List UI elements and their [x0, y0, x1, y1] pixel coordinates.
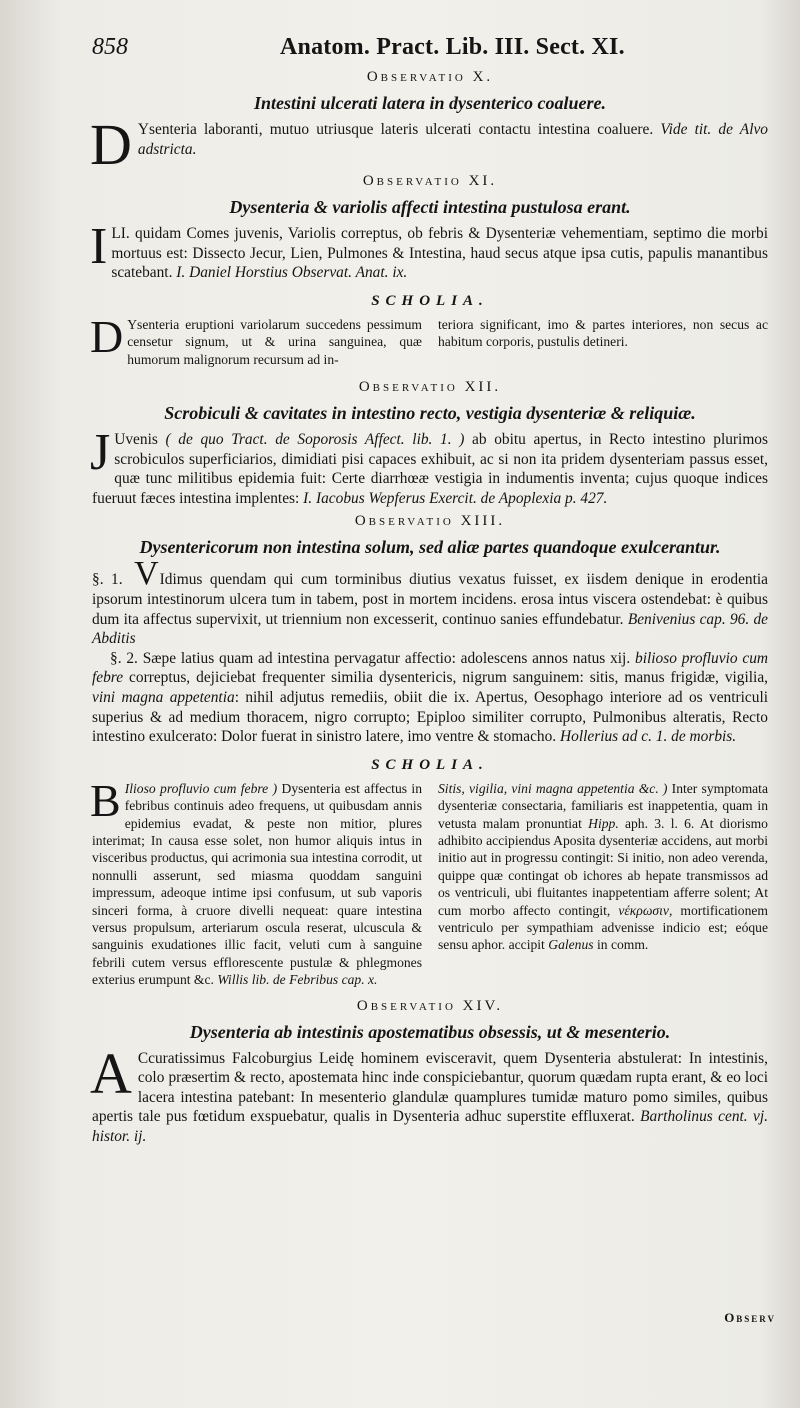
column-text: mortificationem ventriculo per sympathiam advenisse indicio est; eóque sensu aphor. accipit — [438, 902, 768, 953]
italic-phrase: bilioso profluvio cum febre — [92, 649, 768, 687]
body-text: Sæpe latius quam ad intestina pervagatur affectio: adolescens annos natus xij. — [142, 649, 631, 667]
scholia-left-column — [90, 774, 422, 989]
body-text: Ccuratissimus Falcoburgius Leidę hominem evisceravit, quem Dysenteria abstulerat: In intestinis, colo præsertim & recto, apostemata hinc inde conspiciebantur, quorum quædam rupta erant, & eo loci lacera intestina patebant: In mesenterio glandulæ quamplures tumidæ maturo pomo similes, quibus apertis tale pus fœtidum exspuebatur, qualis in Dysenteria adhuc superstite effluxerat. — [92, 1049, 768, 1126]
scholia-left-column — [90, 310, 422, 368]
body-text: correptus, dejiciebat frequenter similia dysentericis, nigrum sanguinem: sitis, manus frigidæ, vigilia, — [129, 669, 768, 687]
column-text: Inter symptomata dysenteriæ consectaria, familiaris est inappetentia, quam in vetusta malam pronuntiat — [438, 780, 768, 831]
drop-cap: I — [90, 218, 108, 275]
lemma: Ilioso profluvio cum febre ) — [124, 780, 278, 796]
observation-title: Scrobiculi & cavitates in intestino recto, vestigia dysenteriæ & reliquiæ. — [164, 403, 696, 423]
observation-text — [90, 218, 768, 283]
cross-reference: ( de quo Tract. de Soporosis Affect. lib. 1. ) — [165, 431, 465, 448]
drop-cap: V — [134, 555, 159, 593]
observation-heading: Observatio XIII. — [354, 513, 506, 530]
citation: Willis lib. de Febribus cap. x. — [217, 972, 378, 988]
observation-heading: Observatio X. — [366, 69, 494, 85]
drop-cap: J — [90, 424, 111, 481]
page-number: 858 — [92, 34, 128, 60]
citation: Hollerius ad c. 1. de morbis. — [560, 728, 737, 746]
observation-14 — [92, 997, 768, 1147]
italic-phrase: vini magna appetentia — [92, 688, 235, 706]
observation-title: Dysentericorum non intestina solum, sed aliæ partes quandoque exulcerantur. — [139, 537, 721, 558]
observation-12 — [92, 378, 768, 508]
body-text: : nihil adjutus remediis, obiit die ix. Apertus, Oesophago interiore ad os ventriculi superius & ad medium thoracem, nigro corrupto; Epiploo similiter corrupto, Pulmonibus alteratis, Recto intestino exulcerato: Dolor fuerat in sinistro latere, imo ventre & stomacho. — [92, 688, 768, 746]
page-content — [92, 32, 768, 1147]
scholia-columns — [90, 774, 768, 989]
scholia-right-column — [438, 316, 768, 368]
scholia-heading: SCHOLIA. — [371, 756, 489, 773]
lemma: Sitis, vigilia, vini magna appetentia &c. ) — [438, 780, 668, 796]
scholia-1 — [92, 293, 768, 368]
section-2 — [92, 649, 768, 747]
drop-cap: A — [90, 1040, 132, 1106]
running-header — [92, 32, 768, 68]
column-text: in comm. — [596, 937, 649, 953]
citation: I. Iacobus Wepferus Exercit. de Apoplexia p. 427. — [303, 489, 608, 507]
observation-10 — [90, 68, 768, 177]
observation-heading: Observatio XI. — [362, 173, 498, 189]
section-number: §. 1. — [92, 571, 123, 589]
section-1 — [92, 555, 768, 648]
author-name: Galenus — [548, 937, 594, 953]
column-text: Ysenteria eruptioni variolarum succedens pessimum censetur signum, ut & urina sanguinea, quæ humorum malignorum recursum ad in- — [127, 316, 422, 367]
drop-cap: B — [90, 774, 121, 826]
body-text: LI. quidam Comes juvenis, Variolis correptus, ob febris & Dysenteriæ vehementiam, septimo die morbi mortuus est: Dissecto Jecur, Lien, Pulmones & Intestina, haud secus atque ipsa cutis, papulis manantibus scatebant. — [111, 225, 768, 282]
catchword: Observ — [724, 1310, 776, 1325]
body-text: Idimus quendam qui cum torminibus diutius vexatus fuisset, ex iisdem denique in erodentia ipsorum intestinorum ulcera tum in tabem, post in mortem incidens. erosa intus viscera ostendebat: è quibus dum ita affectus supervixit, ut triennium non excesserit, continuo sanies effundebatur. — [92, 571, 768, 628]
citation: I. Daniel Horstius Observat. Anat. ix. — [176, 264, 408, 282]
observation-text — [90, 1040, 768, 1147]
body-text: Ysenteria laboranti, mutuo utriusque lateris ulcerati contactu intestina coaluere. — [137, 121, 654, 138]
body-text: ab obitu apertus, in Recto intestino plurimos scrobiculos superficiarios, dimidiati pisi capaces exhibuit, ac si non ita pridem dysenteriam passus esset, quæ tunc militibus epidemia fuit: Certe diarrhœæ vestigia in indumentis inventa; cujus quoque indices fueruut fæces intestina implentes: — [92, 431, 768, 507]
section-number: §. 2. — [110, 649, 138, 667]
column-text: teriora significant, imo & partes interiores, non secus ac habitum corporis, pustulis detineri. — [438, 316, 768, 350]
column-text: Dysenteria est affectus in febribus continuis adeo frequens, ut quibusdam annis epidemius evadat, & peste non mitior, plures interimat; In causa esse solet, non humor aliquis intus in visceribus productus, qui acrimonia sua intestina corrodit, ut nonnulli asserunt, sed miasma quoddam sanguini impressum, adeoque intime ipsi confusum, ut sub vaporis sinceri forma, à cruore divelli nequeat: quare intestina versus propulsum, arteriarum oscula reserat, ulcuscula & sanguinis exudationes illic facit, veluti cum à sanguine febrili cutem versus efflorescente pustulæ & phlegmones exterius erumpunt &c. — [92, 780, 422, 988]
drop-cap: D — [90, 112, 132, 177]
citation: Vide tit. de Alvo adstricta. — [137, 121, 768, 158]
observation-text — [90, 424, 768, 508]
greek-term: νέκρωσιν, — [618, 902, 673, 918]
observation-title: Dysenteria ab intestinis apostematibus obsessis, ut & mesenterio. — [189, 1021, 671, 1042]
observation-heading: Observatio XIV. — [356, 997, 504, 1014]
drop-cap: D — [90, 310, 124, 362]
scholia-columns — [90, 310, 768, 368]
citation: Bartholinus cent. vj. histor. ij. — [92, 1108, 768, 1145]
observation-text — [90, 112, 768, 177]
running-title: Anatom. Pract. Lib. III. Sect. XI. — [280, 34, 625, 60]
scholia-heading: SCHOLIA. — [371, 292, 489, 309]
observation-title: Intestini ulcerati latera in dysenterico coaluere. — [254, 93, 606, 113]
author-name: Hipp. — [588, 815, 619, 831]
citation: Benivenius cap. 96. de Abditis — [92, 610, 768, 648]
column-text: aph. 3. l. 6. At diorismo adhibito accipiendus Aposita dysenteriæ accidens, aut morbi initio aut in progressu contingit: Si initio, non adeo verenda, quippe quæ contingat ob ichores ab hepate transmissos ad os ventriculi, ubi fluitantes inappetentiam afferre solent; At cum morbo affecto contingit, — [438, 815, 768, 918]
observation-heading: Observatio XII. — [358, 379, 502, 395]
observation-13 — [92, 512, 768, 746]
observation-title: Dysenteria & variolis affecti intestina pustulosa erant. — [229, 197, 631, 217]
scholia-2 — [92, 757, 768, 989]
observation-11 — [92, 172, 768, 283]
scholia-right-column — [438, 780, 768, 989]
body-text: Uvenis — [114, 431, 158, 448]
